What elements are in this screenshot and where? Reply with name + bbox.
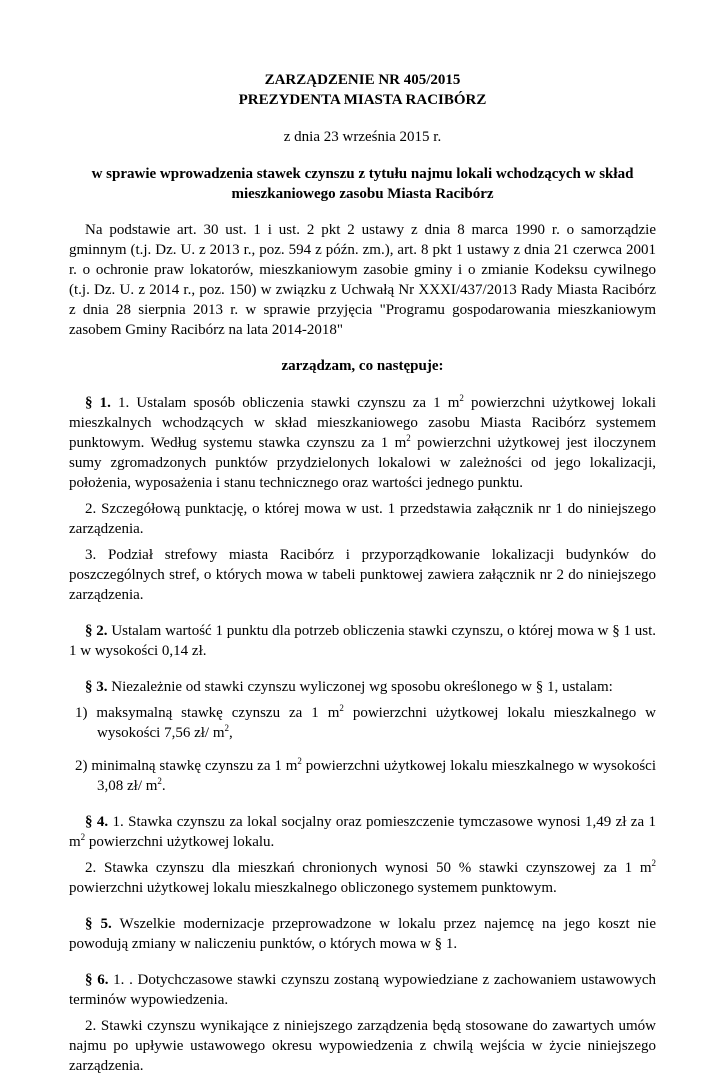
superscript-2: 2 — [224, 723, 229, 733]
section-1-para-3: 3. Podział strefowy miasta Racibórz i przyporządkowanie lokalizacji budynków do poszczególnych stref, o których mowa w tabeli punktowej zawiera załącznik nr 2 do niniejszego zarządzenia. — [69, 547, 656, 603]
section-4-para-1-text-a: 1. Stawka czynszu za lokal socjalny oraz pomieszczenie tymczasowe wynosi 1,49 zł za 1 m — [69, 814, 657, 850]
document-date: z dnia 23 września 2015 r. — [283, 129, 442, 145]
section-2 — [69, 621, 656, 661]
section-3-item-1-text-c: , — [229, 725, 233, 741]
superscript-2: 2 — [651, 858, 656, 868]
subject-line-1: w sprawie wprowadzenia stawek czynszu z tytułu najmu lokali wchodzących w skład — [91, 166, 634, 182]
title-line-1: ZARZĄDZENIE NR 405/2015 — [264, 72, 461, 88]
preamble: Na podstawie art. 30 ust. 1 i ust. 2 pkt 2 ustawy z dnia 8 marca 1990 r. o samorządzie gminnym (t.j. Dz. U. z 2013 r., poz. 594 z późn. zm.), art. 8 pkt 1 ustawy z dnia 21 czerwca 2001 r. o ochronie praw lokatorów, mieszkaniowym zasobie gminy i o zmianie Kodeksu cywilnego (t.j. Dz. U. z 2014 r., poz. 150) w związku z Uchwałą Nr XXXI/437/2013 Rady Miasta Racibórz z dnia 28 sierpnia 2013 r. w sprawie przyjęcia "Programu gospodarowania mieszkaniowym zasobem Gminy Racibórz na lata 2014-2018" — [69, 222, 656, 338]
superscript-2: 2 — [406, 433, 411, 443]
section-1-para-1-text-b: powierzchni użytkowej lokali mieszkalnych wchodzących w skład mieszkaniowego zasobu Miasta Racibórz systemem punktowym. Według systemu stawka czynszu za 1 m — [69, 395, 657, 451]
section-6-para-1-text: 1. . Dotychczasowe stawki czynszu zostaną wypowiedziane z zachowaniem ustawowych terminów wypowiedzenia. — [69, 972, 657, 1008]
section-1-para-1 — [69, 393, 656, 493]
section-1 — [69, 393, 656, 605]
section-3-item-1-text-a: 1) maksymalną stawkę czynszu za 1 m — [75, 705, 340, 721]
section-3-item-2-text-a: 2) minimalną stawkę czynszu za 1 m — [75, 758, 298, 774]
section-5 — [69, 914, 656, 954]
section-3-mark: § 3. — [85, 679, 108, 695]
section-4-para-1 — [69, 812, 656, 852]
section-4-para-1-text-b: powierzchni użytkowej lokalu. — [85, 834, 275, 850]
section-3-item-2 — [75, 756, 656, 796]
section-4-mark: § 4. — [85, 814, 109, 830]
section-3-item-1 — [75, 703, 656, 743]
section-6 — [69, 970, 656, 1076]
document-page — [69, 64, 656, 1076]
section-5-mark: § 5. — [85, 916, 112, 932]
section-3-item-2-text-b: powierzchni użytkowej lokalu mieszkalnego w wysokości 3,08 zł/ m — [97, 758, 656, 794]
section-5-text: Wszelkie modernizacje przeprowadzone w lokalu przez najemcę na jego koszt nie powodują zmiany w naliczeniu punktów, o których mowa w § 1. — [69, 916, 657, 952]
section-3-item-2-text-c: . — [161, 778, 166, 794]
superscript-2: 2 — [339, 703, 344, 713]
subject-line-2: mieszkaniowego zasobu Miasta Racibórz — [231, 186, 494, 202]
section-6-mark: § 6. — [85, 972, 109, 988]
superscript-2: 2 — [459, 393, 464, 403]
superscript-2: 2 — [80, 832, 86, 842]
section-1-para-1-text-c: powierzchni użytkowej jest iloczynem sumy zgromadzonych punktów przydzielonych lokalowi w zależności od jego lokalizacji, położenia, wyposażenia i stanu technicznego oraz wartości jednego punktu. — [69, 435, 656, 491]
section-4-para-2 — [69, 858, 656, 898]
section-1-mark: § 1. — [85, 395, 111, 411]
superscript-2: 2 — [157, 776, 162, 786]
section-3 — [69, 677, 656, 796]
section-4 — [69, 812, 656, 898]
superscript-2: 2 — [297, 756, 302, 766]
title-line-2: PREZYDENTA MIASTA RACIBÓRZ — [238, 92, 487, 108]
decree-heading: zarządzam, co następuje: — [281, 358, 444, 374]
section-6-para-1 — [69, 970, 656, 1010]
document-subject — [69, 164, 656, 204]
section-3-intro — [69, 677, 656, 697]
section-1-para-2: 2. Szczegółową punktację, o której mowa w ust. 1 przedstawia załącznik nr 1 do niniejszego zarządzenia. — [69, 501, 656, 537]
section-6-para-2: 2. Stawki czynszu wynikające z niniejszego zarządzenia będą stosowane do zawartych umów najmu po upływie ustawowego okresu wypowiedzenia z chwilą wejścia w życie niniejszego zarządzenia. — [69, 1018, 656, 1074]
section-3-item-1-text-b: powierzchni użytkowej lokalu mieszkalnego w wysokości 7,56 zł/ m — [97, 705, 656, 741]
section-2-mark: § 2. — [85, 623, 108, 639]
section-4-para-2-text-a: 2. Stawka czynszu dla mieszkań chronionych wynosi 50 % stawki czynszowej za 1 m — [85, 860, 652, 876]
section-1-para-1-text-a: 1. Ustalam sposób obliczenia stawki czynszu za 1 m — [118, 395, 460, 411]
section-3-text: Niezależnie od stawki czynszu wyliczonej wg sposobu określonego w § 1, ustalam: — [111, 679, 613, 695]
section-2-text: Ustalam wartość 1 punktu dla potrzeb obliczenia stawki czynszu, o której mowa w § 1 ust. 1 w wysokości 0,14 zł. — [69, 623, 657, 659]
section-4-para-2-text-b: powierzchni użytkowej lokalu mieszkalnego obliczonego systemem punktowym. — [69, 880, 557, 896]
